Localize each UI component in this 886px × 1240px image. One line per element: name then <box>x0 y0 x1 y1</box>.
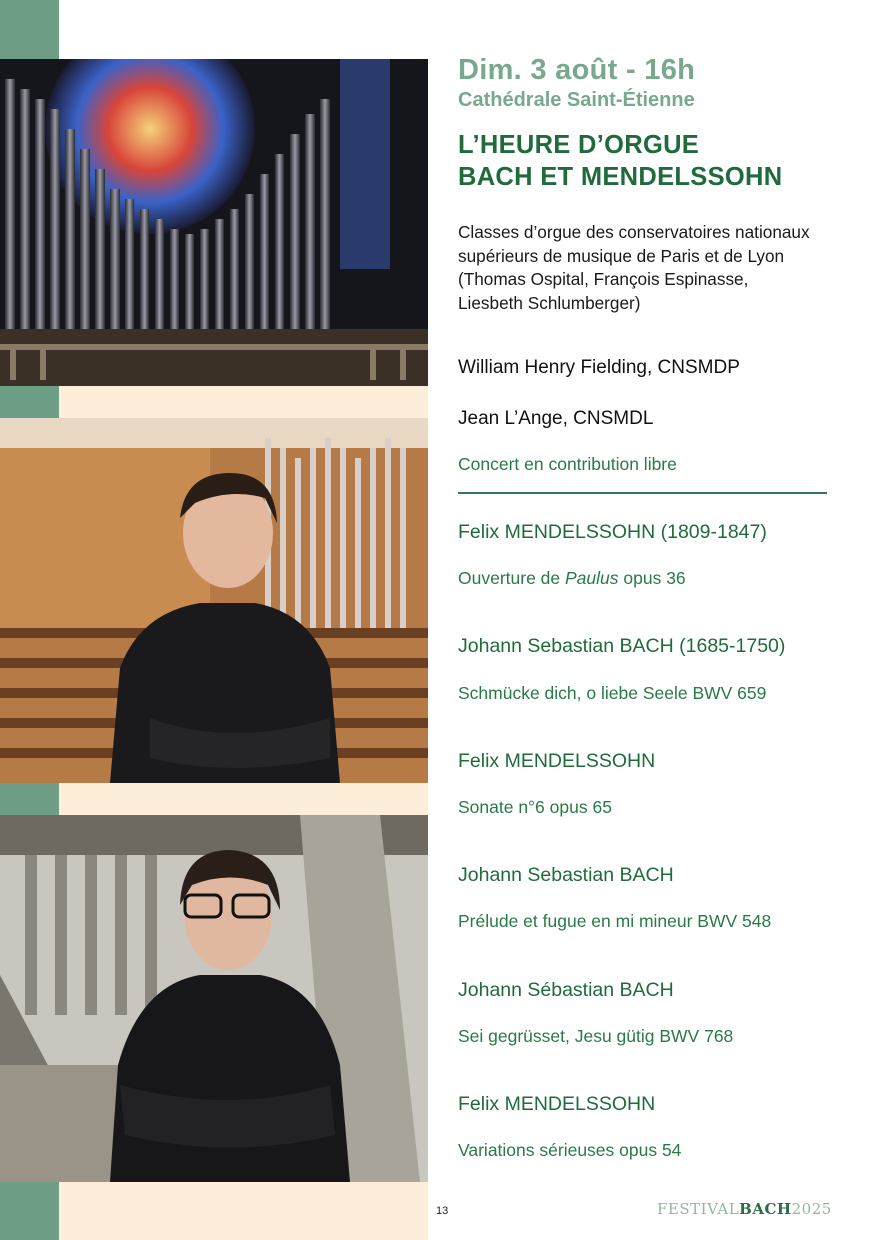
event-date: Dim. 3 août - 16h <box>458 54 696 86</box>
performer-photo-william <box>0 418 428 783</box>
program-work-6: Variations sérieuses opus 54 <box>458 1140 682 1160</box>
program-composer-4: Johann Sebastian BACH <box>458 864 674 886</box>
logo-part-bach: BACH <box>739 1200 792 1218</box>
decor-cream-block-2 <box>59 386 428 418</box>
program-composer-5: Johann Sébastian BACH <box>458 979 674 1001</box>
event-title-line2: BACH ET MENDELSSOHN <box>458 163 783 191</box>
cathedral-organ-photo <box>0 59 428 386</box>
page-number: 13 <box>436 1205 449 1217</box>
program-work-1-prefix: Ouverture de <box>458 568 565 588</box>
event-title <box>458 129 782 193</box>
section-divider <box>458 492 827 494</box>
logo-part-festival: FESTIVAL <box>657 1200 740 1218</box>
logo-part-year: 2025 <box>791 1200 832 1218</box>
program-composer-1: Felix MENDELSSOHN (1809-1847) <box>458 521 767 543</box>
decor-cream-block-3 <box>59 783 428 815</box>
event-venue: Cathédrale Saint-Étienne <box>458 89 695 111</box>
decor-cream-block-4 <box>59 1182 428 1240</box>
program-composer-3: Felix MENDELSSOHN <box>458 750 656 772</box>
festival-logo <box>657 1200 832 1218</box>
program-work-4: Prélude et fugue en mi mineur BWV 548 <box>458 911 772 931</box>
program-composer-6: Felix MENDELSSOHN <box>458 1093 656 1115</box>
program-work-1-italic: Paulus <box>565 568 619 588</box>
decor-green-block-4 <box>0 1182 59 1240</box>
program-work-2: Schmücke dich, o liebe Seele BWV 659 <box>458 683 767 703</box>
contribution-note: Concert en contribution libre <box>458 454 677 474</box>
program-work-5: Sei gegrüsset, Jesu gütig BWV 768 <box>458 1026 734 1046</box>
program-work-3: Sonate n°6 opus 65 <box>458 797 612 817</box>
decor-green-block-top <box>0 0 59 59</box>
program-work-1-suffix: opus 36 <box>618 568 686 588</box>
performer-photo-jean <box>0 815 428 1182</box>
event-description: Classes d’orgue des conservatoires nationaux supérieurs de musique de Paris et de Lyon (Thomas Ospital, François Espinasse, Liesbeth Schlumberger) <box>458 222 810 313</box>
performer-1: William Henry Fielding, CNSMDP <box>458 357 740 378</box>
program-work-1 <box>458 568 686 589</box>
decor-green-block-2 <box>0 386 59 418</box>
decor-green-block-3 <box>0 783 59 815</box>
event-title-line1: L’HEURE D’ORGUE <box>458 131 700 159</box>
performer-2: Jean L’Ange, CNSMDL <box>458 408 654 429</box>
program-composer-2: Johann Sebastian BACH (1685-1750) <box>458 635 786 657</box>
